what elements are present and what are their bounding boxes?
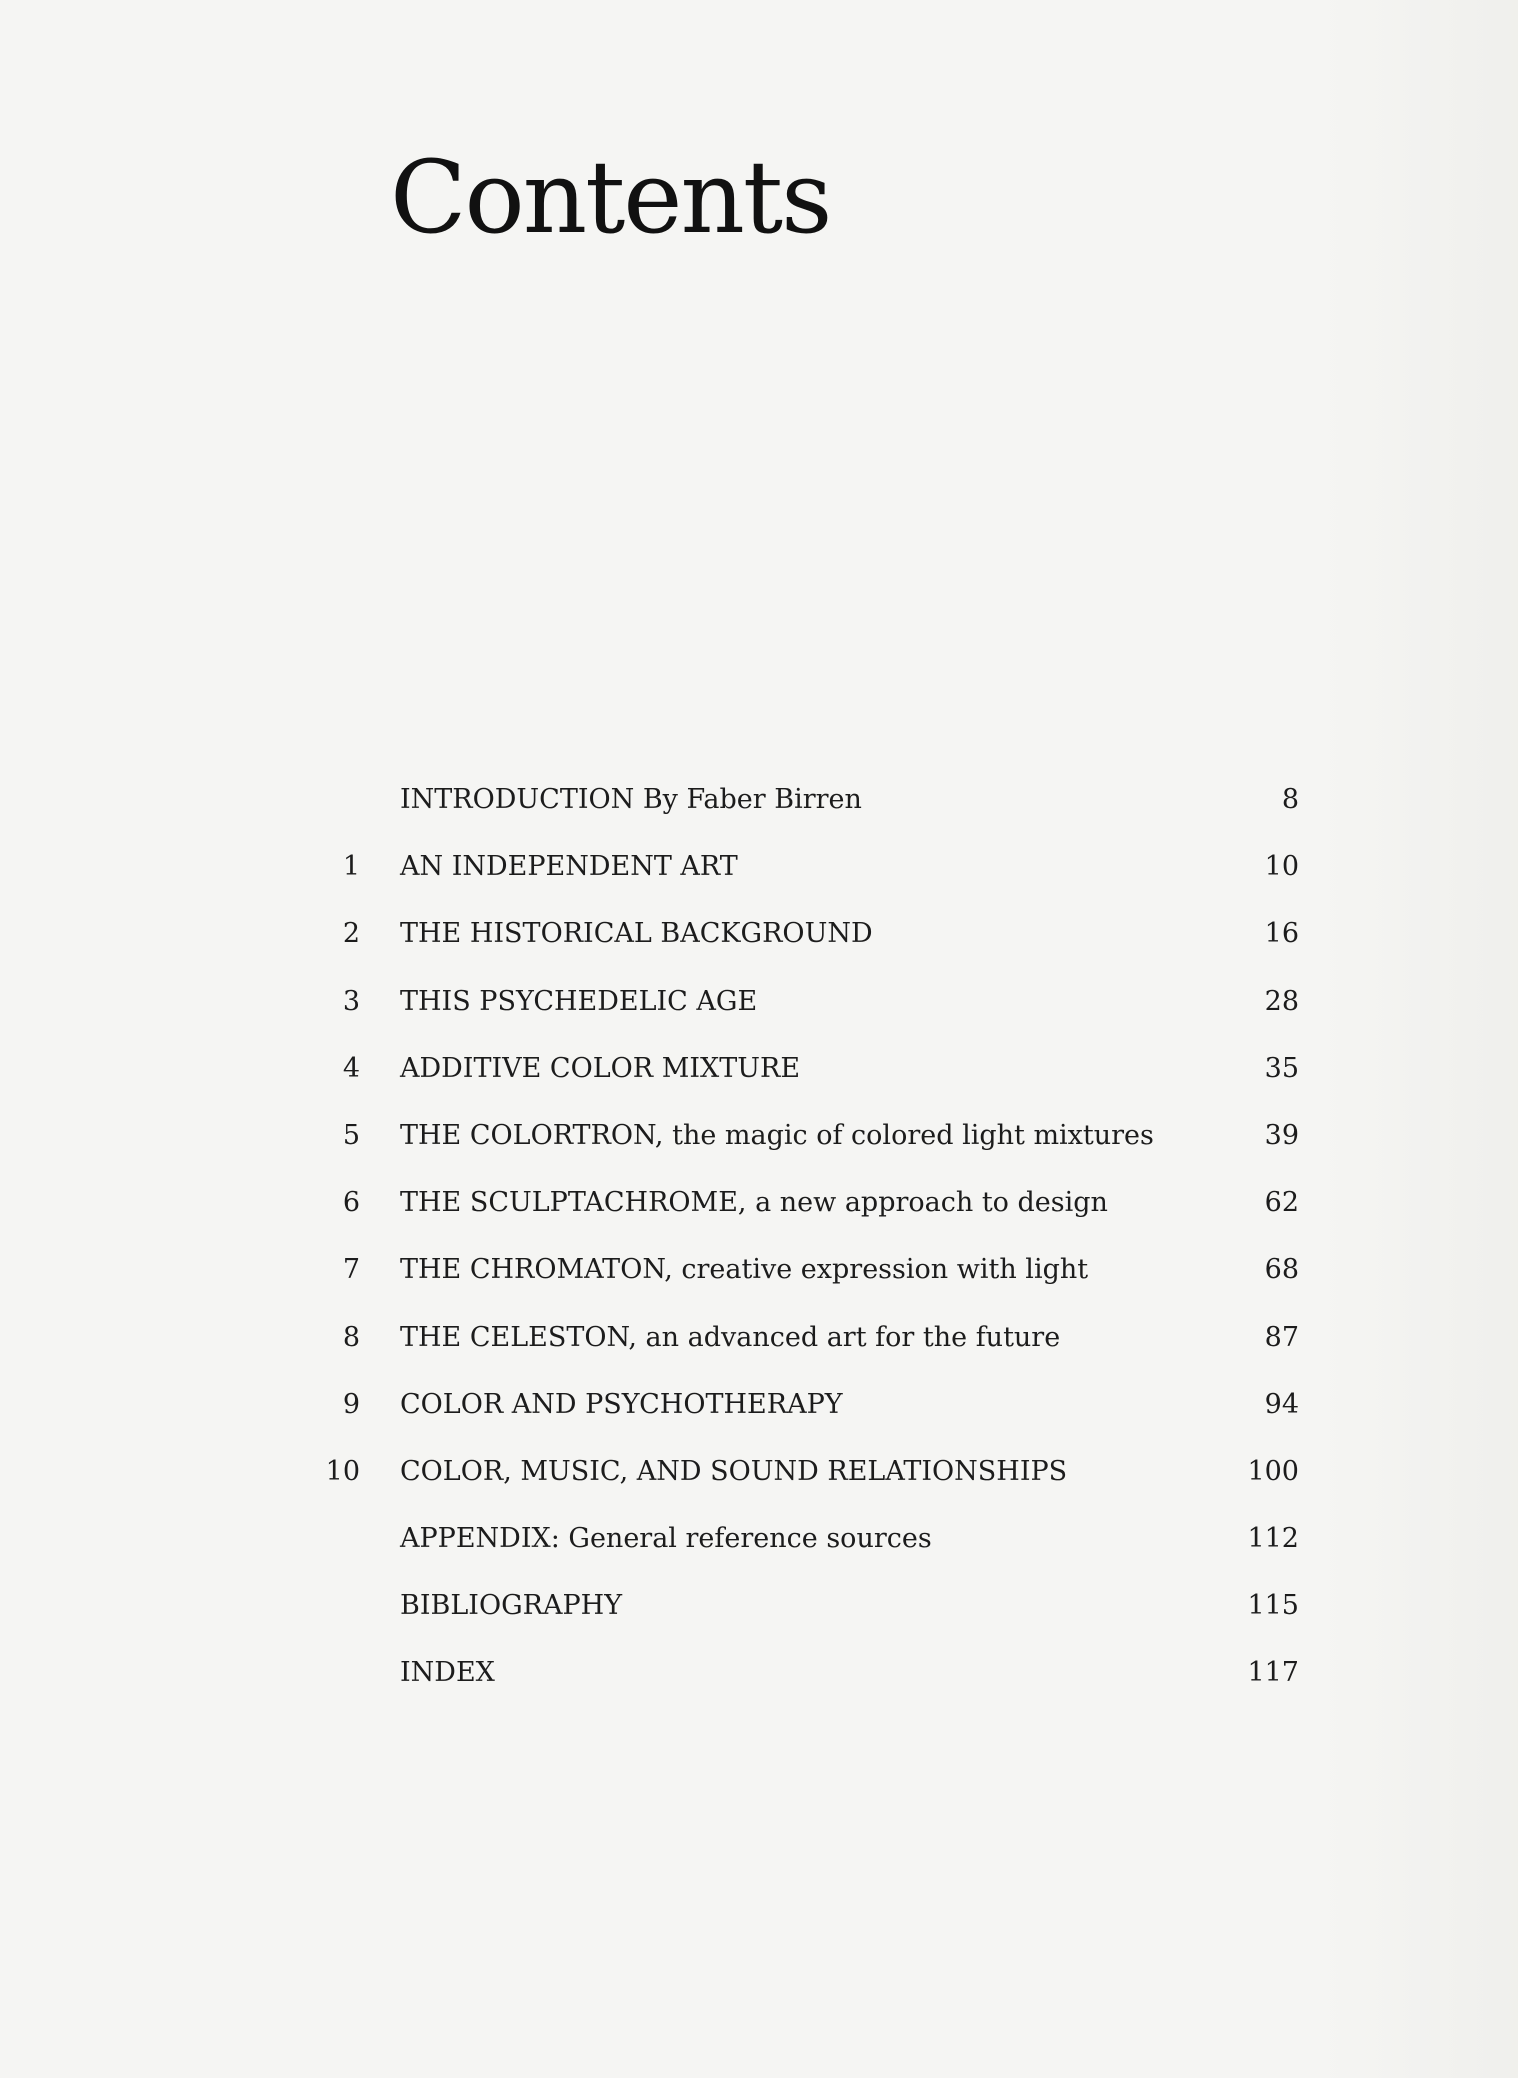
toc-entry (330, 980, 1310, 1047)
toc-entry-title: THE HISTORICAL BACKGROUND (400, 918, 873, 950)
toc-entry-title: THE SCULPTACHROME, a new approach to design (400, 1187, 1108, 1219)
toc-entry-number: 1 (342, 851, 360, 883)
toc-entry-title: THE COLORTRON, the magic of colored light mixtures (400, 1119, 1154, 1151)
page-title: Contents (390, 139, 831, 256)
table-of-contents (325, 778, 1310, 1719)
toc-entry-page: 16 (1264, 918, 1299, 950)
toc-entry (330, 1517, 1310, 1584)
toc-entry (330, 1584, 1310, 1651)
toc-entry (330, 1651, 1310, 1718)
toc-entry-number: 10 (325, 1455, 360, 1487)
toc-entry-page: 28 (1264, 985, 1299, 1017)
toc-entry (330, 845, 1310, 912)
toc-entry-page: 35 (1264, 1052, 1299, 1084)
toc-entry (330, 1383, 1310, 1450)
toc-entry-page: 62 (1264, 1187, 1299, 1219)
toc-entry (330, 1047, 1310, 1114)
toc-entry-title: BIBLIOGRAPHY (400, 1590, 623, 1622)
toc-entry-page: 8 (1281, 784, 1299, 815)
toc-entry-title: AN INDEPENDENT ART (400, 851, 738, 883)
toc-entry-number: 4 (342, 1052, 360, 1084)
toc-entry-title: INTRODUCTION By Faber Birren (400, 784, 862, 815)
toc-entry-page: 68 (1264, 1254, 1299, 1286)
toc-entry (330, 1181, 1310, 1248)
toc-entry-page: 117 (1247, 1657, 1299, 1689)
toc-entry-number: 9 (342, 1388, 360, 1420)
toc-entry (330, 778, 1310, 845)
toc-entry-title: THIS PSYCHEDELIC AGE (400, 985, 758, 1017)
toc-entry (325, 1450, 1310, 1517)
toc-entry-title: INDEX (400, 1657, 495, 1689)
toc-entry-title: THE CHROMATON, creative expression with light (400, 1254, 1089, 1286)
toc-entry-number: 6 (342, 1187, 360, 1219)
toc-entry (330, 912, 1310, 979)
toc-entry-page: 87 (1264, 1321, 1299, 1353)
toc-entry-title: COLOR AND PSYCHOTHERAPY (400, 1388, 843, 1420)
toc-entry (330, 1114, 1310, 1181)
toc-entry-page: 39 (1264, 1119, 1299, 1151)
toc-entry-number: 2 (342, 918, 360, 950)
toc-entry-title: ADDITIVE COLOR MIXTURE (400, 1052, 801, 1084)
toc-entry-page: 100 (1247, 1455, 1299, 1487)
toc-entry-page: 10 (1264, 851, 1299, 883)
toc-entry-number: 5 (342, 1119, 360, 1151)
toc-entry (330, 1316, 1310, 1383)
toc-entry-title: APPENDIX: General reference sources (400, 1523, 932, 1555)
toc-entry-page: 112 (1247, 1523, 1299, 1555)
toc-entry (330, 1248, 1310, 1315)
toc-entry-page: 115 (1247, 1590, 1299, 1622)
toc-entry-number: 7 (342, 1254, 360, 1286)
toc-entry-title: THE CELESTON, an advanced art for the future (400, 1321, 1061, 1353)
toc-entry-number: 8 (342, 1321, 360, 1353)
toc-entry-title: COLOR, MUSIC, AND SOUND RELATIONSHIPS (400, 1455, 1068, 1487)
toc-entry-number: 3 (342, 985, 360, 1017)
toc-entry-page: 94 (1264, 1388, 1299, 1420)
